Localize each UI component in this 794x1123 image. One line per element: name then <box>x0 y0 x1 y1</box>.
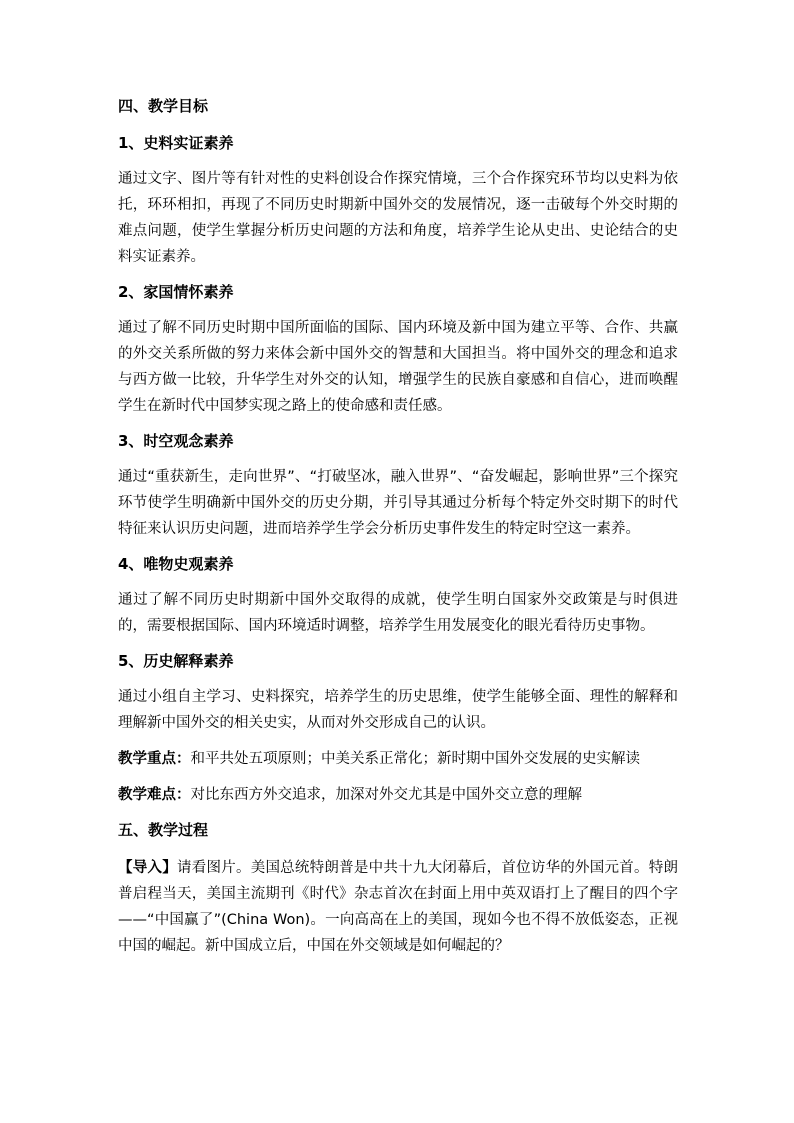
key-points-label: 教学重点： <box>118 751 191 767</box>
intro-label: 【导入】 <box>118 860 177 876</box>
goal-1-title: 1、史料实证素养 <box>118 134 234 152</box>
intro-text: 请看图片。美国总统特朗普是中共十九大闭幕后，首位访华的外国元首。特朗普启程当天，美国主流期刊《时代》杂志首次在封面上用中英双语打上了醒目的四个字——“中国赢了”(China Won)。一向高高在上的美国，现如今也不得不放低姿态，正视中国的崛起。新中国成立后，中国在外交领域是如何崛起的？ <box>118 860 679 954</box>
key-points-text: 和平共处五项原则；中美关系正常化；新时期中国外交发展的史实解读 <box>190 751 640 767</box>
goal-1-text: 通过文字、图片等有针对性的史料创设合作探究情境，三个合作探究环节均以史料为依托，环环相扣，再现了不同历史时期新中国外交的发展情况，逐一击破每个外交时期的难点问题，使学生掌握分析历史问题的方法和角度，培养学生论从史出、史论结合的史料实证素养。 <box>118 171 678 265</box>
goal-3-text: 通过“重获新生，走向世界”、“打破坚冰，融入世界”、“奋发崛起，影响世界”三个探究环节使学生明确新中国外交的历史分期，并引导其通过分析每个特定外交时期下的时代特征来认识历史问题，进而培养学生学会分析历史事件发生的特定时空这一素养。 <box>118 469 678 537</box>
document-page <box>118 94 678 959</box>
key-points <box>118 746 678 772</box>
goal-3-title: 3、时空观念素养 <box>118 432 234 450</box>
difficult-points <box>118 782 678 808</box>
goal-4-title: 4、唯物史观素养 <box>118 555 234 573</box>
goal-5-text: 通过小组自主学习、史料探究，培养学生的历史思维，使学生能够全面、理性的解释和理解新中国外交的相关史实，从而对外交形成自己的认识。 <box>118 689 678 731</box>
goal-2-text: 通过了解不同历史时期中国所面临的国际、国内环境及新中国为建立平等、合作、共赢的外交关系所做的努力来体会新中国外交的智慧和大国担当。将中国外交的理念和追求与西方做一比较，升华学生对外交的认知，增强学生的民族自豪感和自信心，进而唤醒学生在新时代中国梦实现之路上的使命感和责任感。 <box>118 320 678 414</box>
section-heading-process: 五、教学过程 <box>118 821 209 839</box>
intro-paragraph <box>118 855 678 959</box>
section-heading-goals: 四、教学目标 <box>118 97 209 115</box>
difficult-points-text: 对比东西方外交追求，加深对外交尤其是中国外交立意的理解 <box>190 787 582 803</box>
goal-4-text: 通过了解不同历史时期新中国外交取得的成就，使学生明白国家外交政策是与时俱进的，需要根据国际、国内环境适时调整，培养学生用发展变化的眼光看待历史事物。 <box>118 592 678 634</box>
difficult-points-label: 教学难点： <box>118 787 191 803</box>
goal-2-title: 2、家国情怀素养 <box>118 283 234 301</box>
goal-5-title: 5、历史解释素养 <box>118 652 234 670</box>
